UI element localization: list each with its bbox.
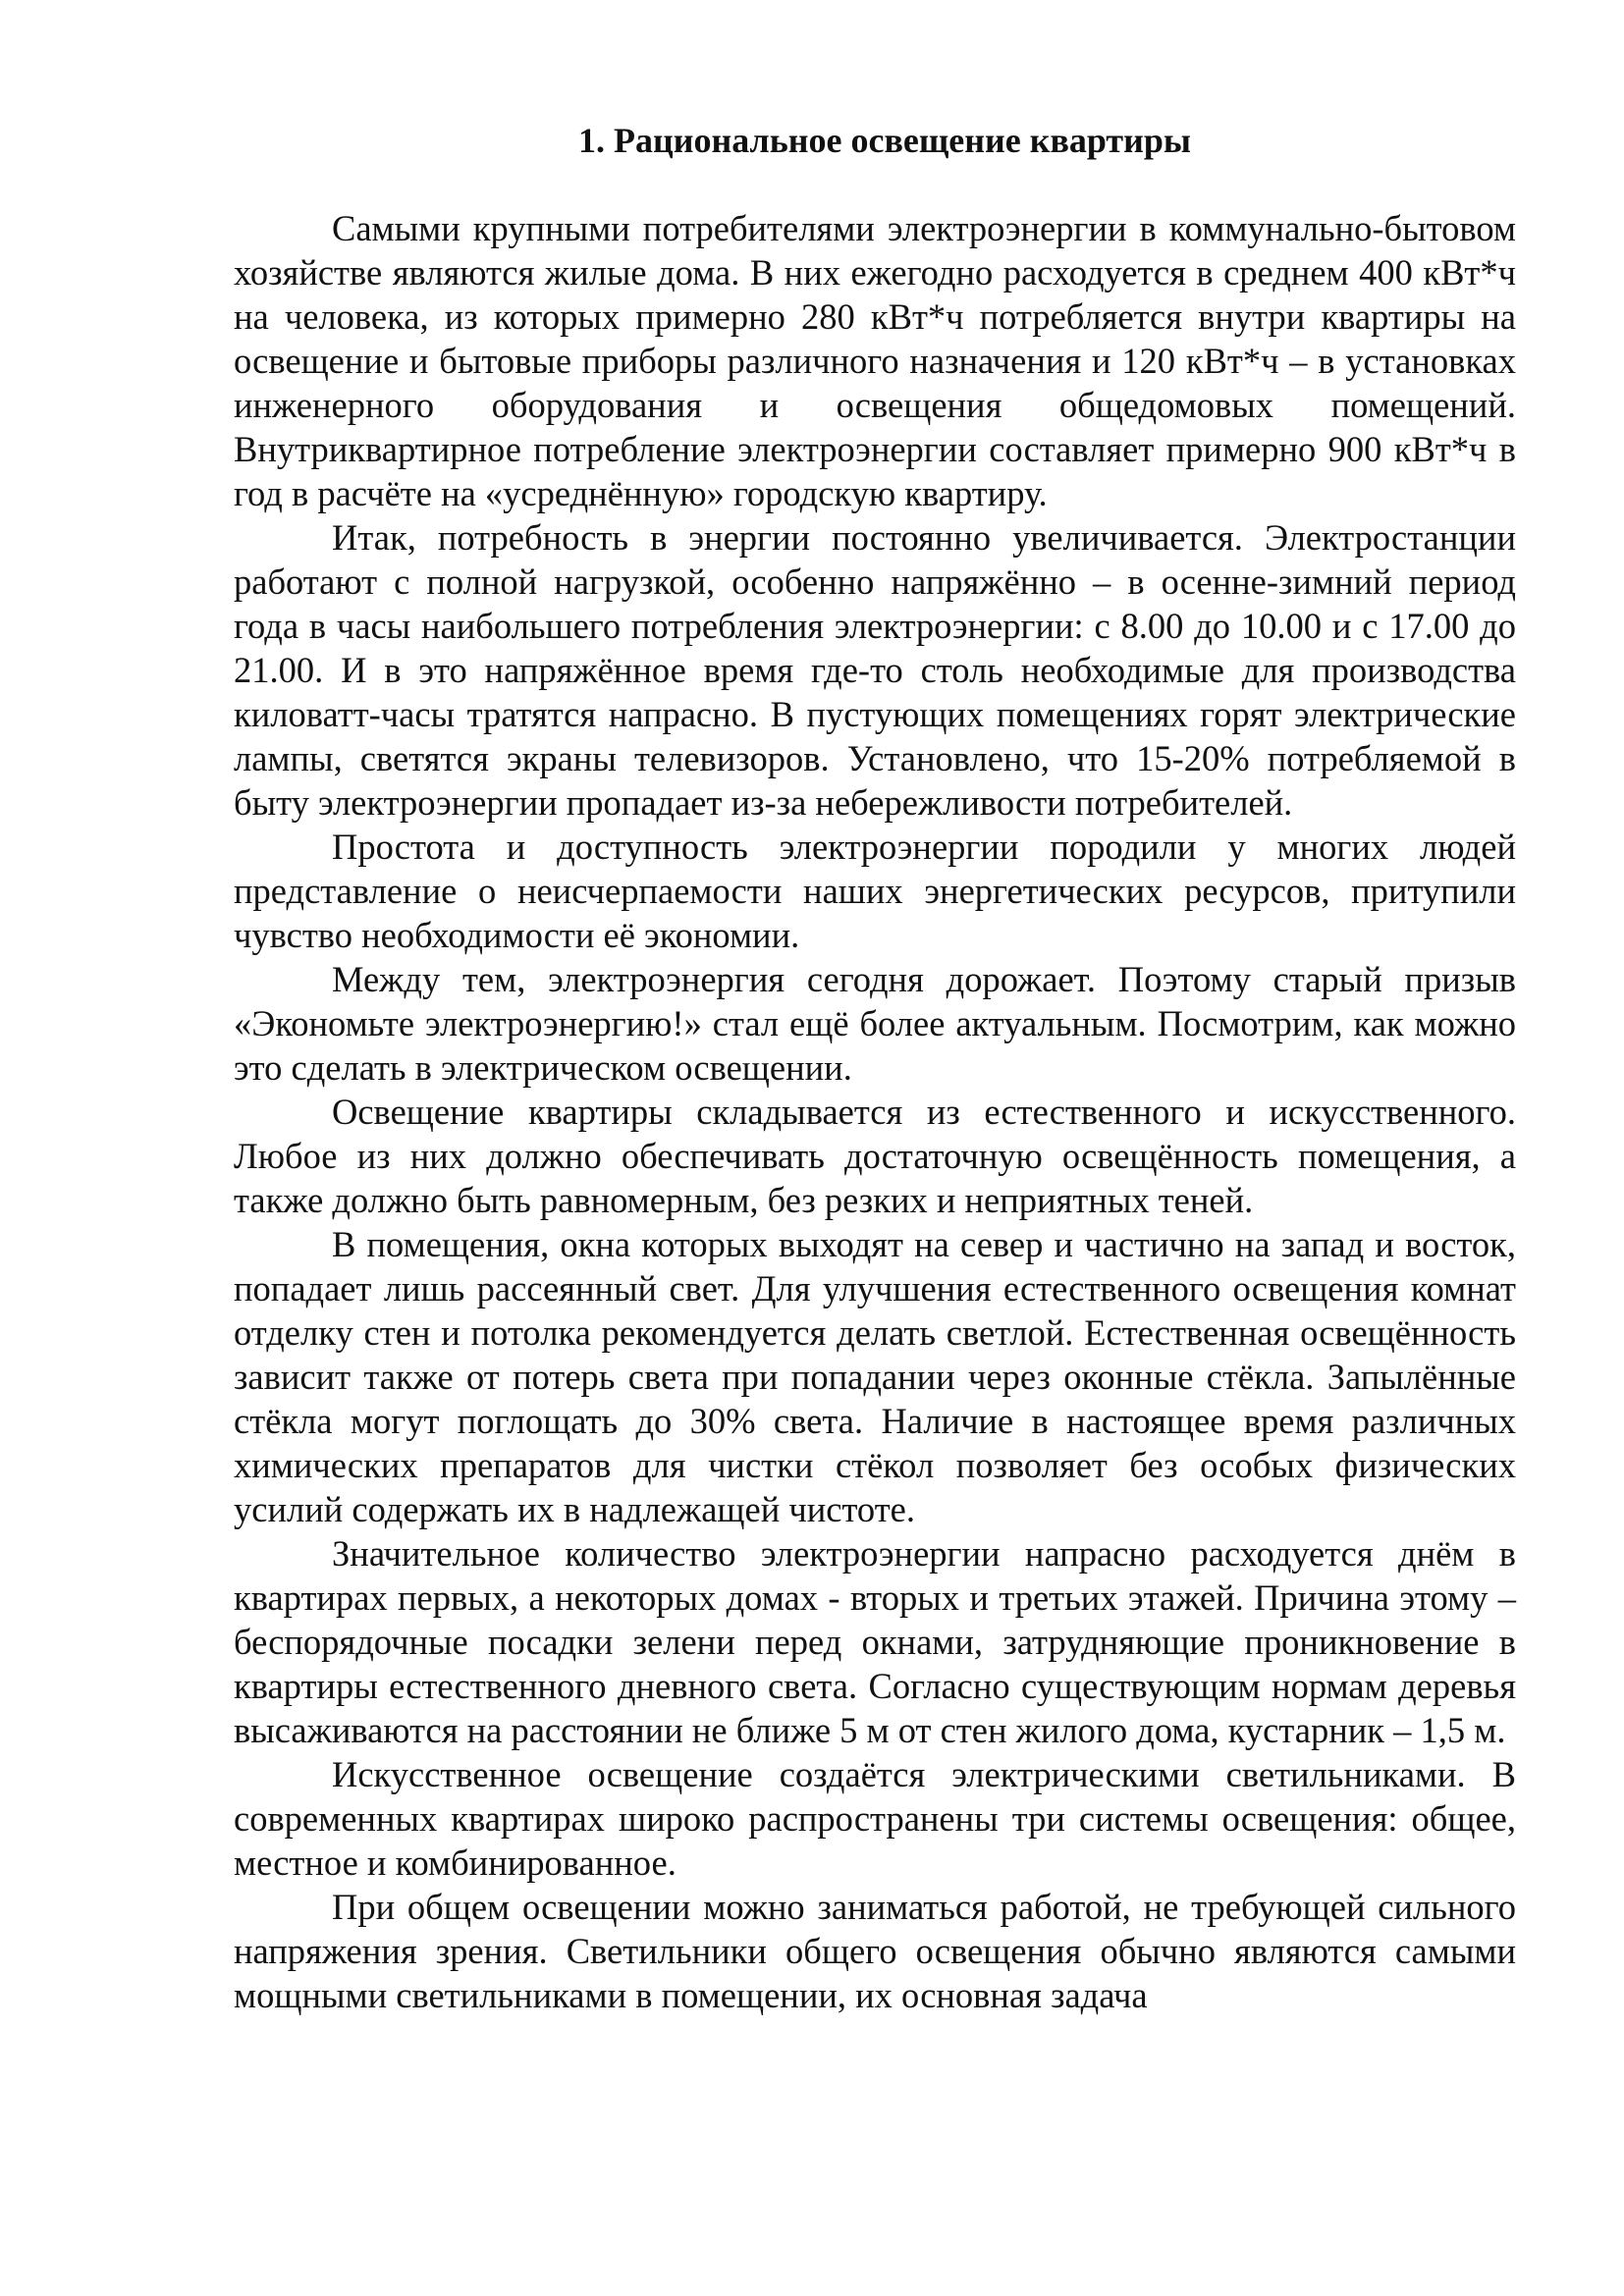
paragraph-4: Между тем, электроэнергия сегодня дорожает. Поэтому старый призыв «Экономьте электроэнергию!» стал ещё более актуальным. Посмотрим, как можно это сделать в электрическом освещении.	[234, 959, 1516, 1088]
paragraph-5: Освещение квартиры складывается из естественного и искусственного. Любое из них должно обеспечивать достаточную освещённость помещения, а также должно быть равномерным, без резких и неприятных теней.	[234, 1092, 1516, 1220]
paragraph-3: Простота и доступность электроэнергии породили у многих людей представление о неисчерпаемости наших энергетических ресурсов, притупили чувство необходимости её экономии.	[234, 827, 1516, 955]
paragraph-6: В помещения, окна которых выходят на север и частично на запад и восток, попадает лишь рассеянный свет. Для улучшения естественного освещения комнат отделку стен и потолка рекомендуется делать светлой. Естественная освещённость зависит также от потерь света при попадании через оконные стёкла. Запылённые стёкла могут поглощать до 30% света. Наличие в настоящее время различных химических препаратов для чистки стёкол позволяет без особых физических усилий содержать их в надлежащей чистоте.	[234, 1224, 1516, 1529]
document-body	[234, 206, 1516, 2017]
paragraph-9: При общем освещении можно заниматься работой, не требующей сильного напряжения зрения. Светильники общего освещения обычно являются самыми мощными светильниками в помещении, их основная задача	[234, 1887, 1516, 2015]
document-title: 1. Рациональное освещение квартиры	[577, 121, 1191, 160]
paragraph-1: Самыми крупными потребителями электроэнергии в коммунально-бытовом хозяйстве являются жилые дома. В них ежегодно расходуется в среднем 400 кВт*ч на человека, из которых примерно 280 кВт*ч потребляется внутри квартиры на освещение и бытовые приборы различного назначения и 120 кВт*ч – в установках инженерного оборудования и освещения общедомовых помещений. Внутриквартирное потребление электроэнергии составляет примерно 900 кВт*ч в год в расчёте на «усреднённую» городскую квартиру.	[234, 208, 1516, 513]
paragraph-8: Искусственное освещение создаётся электрическими светильниками. В современных квартирах широко распространены три системы освещения: общее, местное и комбинированное.	[234, 1754, 1516, 1883]
paragraph-2: Итак, потребность в энергии постоянно увеличивается. Электростанции работают с полной нагрузкой, особенно напряжённо – в осенне-зимний период года в часы наибольшего потребления электроэнергии: с 8.00 до 10.00 и с 17.00 до 21.00. И в это напряжённое время где-то столь необходимые для производства киловатт-часы тратятся напрасно. В пустующих помещениях горят электрические лампы, светятся экраны телевизоров. Установлено, что 15-20% потребляемой в быту электроэнергии пропадает из-за небережливости потребителей.	[234, 517, 1516, 823]
paragraph-7: Значительное количество электроэнергии напрасно расходуется днём в квартирах первых, а некоторых домах - вторых и третьих этажей. Причина этому – беспорядочные посадки зелени перед окнами, затрудняющие проникновение в квартиры естественного дневного света. Согласно существующим нормам деревья высаживаются на расстоянии не ближе 5 м от стен жилого дома, кустарник – 1,5 м.	[234, 1533, 1516, 1750]
